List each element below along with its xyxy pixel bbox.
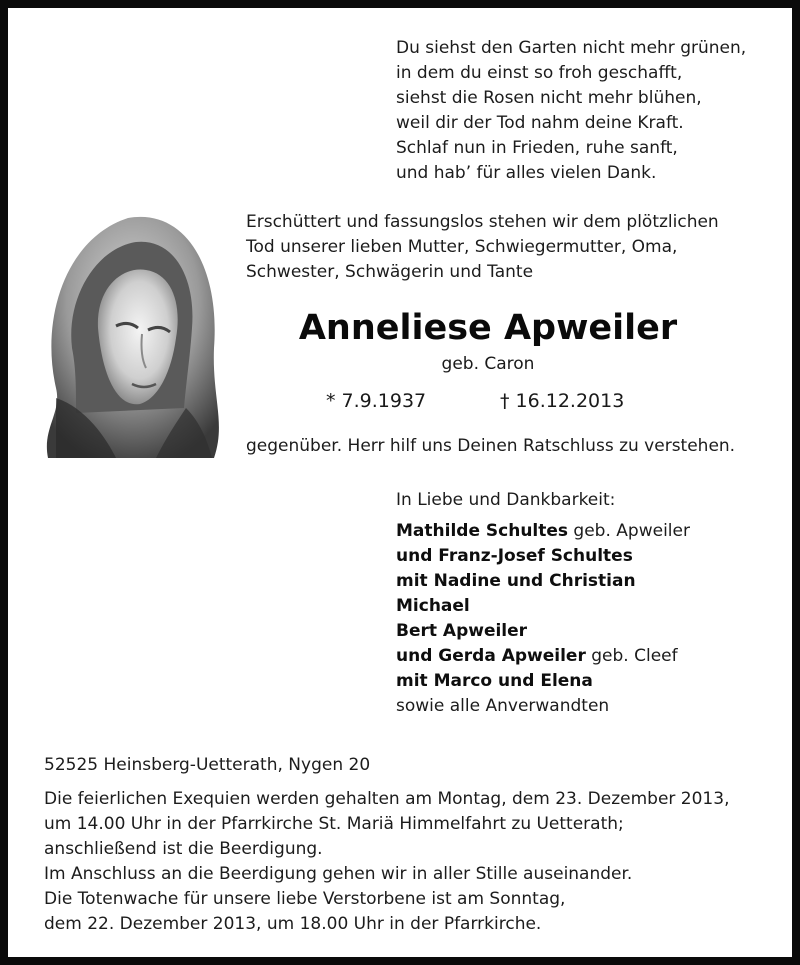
family-member: sowie alle Anverwandten [396,696,610,716]
service-line: Im Anschluss an die Beerdigung gehen wir in aller Stille auseinander. [44,864,633,884]
intro-text [246,210,719,285]
service-line: Die Totenwache für unsere liebe Verstorbene ist am Sonntag, [44,889,566,909]
family-member: Mathilde Schultes geb. Apweiler [396,521,690,541]
poem [396,36,746,186]
poem-line: und hab’ für alles vielen Dank. [396,163,657,183]
family-list [396,519,690,719]
poem-line: Du siehst den Garten nicht mehr grünen, [396,38,747,58]
family-member: mit Nadine und Christian [396,571,636,591]
service-line: um 14.00 Uhr in der Pfarrkirche St. Mariä Himmelfahrt zu Uetterath; [44,814,624,834]
service-line: dem 22. Dezember 2013, um 18.00 Uhr in der Pfarrkirche. [44,914,542,934]
death-date: † 16.12.2013 [500,390,625,412]
birth-date: * 7.9.1937 [326,390,427,412]
poem-line: Schlaf nun in Frieden, ruhe sanft, [396,138,678,158]
poem-line: in dem du einst so froh geschafft, [396,63,683,83]
deceased-name: Anneliese Apweiler [298,308,678,348]
service-line: Die feierlichen Exequien werden gehalten am Montag, dem 23. Dezember 2013, [44,789,730,809]
intro-line: Erschüttert und fassungslos stehen wir dem plötzlichen [246,212,719,232]
thanks-heading: In Liebe und Dankbarkeit: [396,490,616,510]
family-member: Bert Apweiler [396,621,528,641]
family-member: und Gerda Apweiler geb. Cleef [396,646,678,666]
maiden-name: geb. Caron [441,354,535,374]
intro-line: Tod unserer lieben Mutter, Schwiegermutter, Oma, [246,237,678,257]
family-member: mit Marco und Elena [396,671,593,691]
service-info [44,787,729,937]
madonna-portrait [36,208,226,474]
address-line: 52525 Heinsberg-Uetterath, Nygen 20 [44,755,371,775]
intro-line: Schwester, Schwägerin und Tante [246,262,534,282]
poem-line: siehst die Rosen nicht mehr blühen, [396,88,702,108]
family-member: Michael [396,596,470,616]
family-member: und Franz-Josef Schultes [396,546,633,566]
service-line: anschließend ist die Beerdigung. [44,839,323,859]
closing-line: gegenüber. Herr hilf uns Deinen Ratschluss zu verstehen. [246,436,736,456]
poem-line: weil dir der Tod nahm deine Kraft. [396,113,684,133]
